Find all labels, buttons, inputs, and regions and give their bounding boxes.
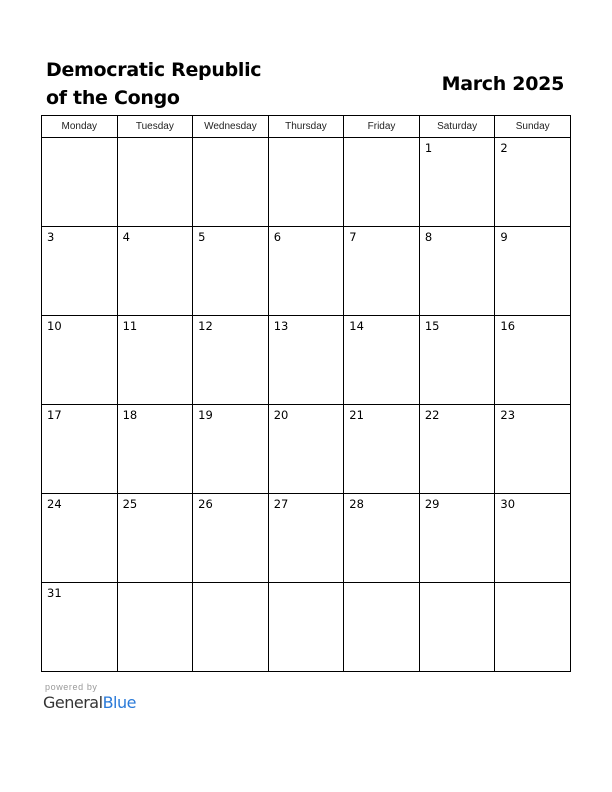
day-cell [117,405,193,494]
day-cell [344,405,420,494]
day-number: 10 [47,319,62,333]
day-cell [193,138,269,227]
weekday-wednesday: Wednesday [193,116,269,138]
day-number: 29 [424,497,440,511]
day-number: 25 [122,497,138,511]
day-number: 12 [198,319,213,333]
day-number [269,583,344,586]
day-cell [42,583,118,672]
brand-name-part-2: Blue [102,693,136,712]
day-cell [42,227,118,316]
day-number [344,583,419,586]
day-cell [193,494,269,583]
weekday-friday: Friday [344,116,420,138]
day-number: 22 [424,408,440,422]
day-cell [117,138,193,227]
day-cell [193,583,269,672]
day-cell [495,494,571,583]
day-number: 5 [198,230,206,244]
day-cell [42,405,118,494]
day-cell [193,405,269,494]
week-row-5 [42,494,571,583]
day-number: 7 [349,230,357,244]
country-title-line-1: Democratic Republic [46,59,262,81]
week-row-2 [42,227,571,316]
day-number: 27 [273,497,289,511]
day-cell [495,227,571,316]
day-number: 28 [349,497,364,511]
day-cell [42,494,118,583]
day-cell [42,316,118,405]
day-number: 4 [122,230,130,244]
country-title [46,56,306,112]
day-number: 15 [424,319,440,333]
weekday-thursday: Thursday [268,116,344,138]
day-cell [268,494,344,583]
footer-branding [43,682,136,712]
day-cell [268,583,344,672]
day-cell [117,583,193,672]
day-number: 20 [273,408,289,422]
day-cell [419,494,495,583]
day-cell [419,316,495,405]
week-row-3 [42,316,571,405]
day-cell [495,583,571,672]
calendar-grid [41,115,571,672]
day-cell [419,583,495,672]
day-cell [117,227,193,316]
day-number [193,583,268,586]
weekday-saturday: Saturday [419,116,495,138]
day-number: 2 [500,141,508,155]
day-number [118,583,193,586]
day-number: 3 [47,230,55,244]
day-cell [117,494,193,583]
day-number: 14 [349,319,364,333]
day-cell [344,316,420,405]
day-number: 24 [47,497,62,511]
powered-by-text: powered by [45,682,98,692]
weekday-header-row [42,116,571,138]
day-number: 26 [198,497,213,511]
weekday-sunday: Sunday [495,116,571,138]
day-number: 17 [47,408,62,422]
day-cell [344,227,420,316]
weekday-tuesday: Tuesday [117,116,193,138]
day-cell [344,583,420,672]
day-cell [193,227,269,316]
day-number: 13 [273,319,289,333]
week-row-1 [42,138,571,227]
day-number: 18 [122,408,138,422]
day-cell [495,138,571,227]
day-cell [419,138,495,227]
day-number: 23 [500,408,516,422]
day-number [193,138,268,141]
day-number: 21 [349,408,364,422]
day-cell [268,405,344,494]
day-cell [193,316,269,405]
day-number: 30 [500,497,516,511]
country-title-line-2: of the Congo [46,87,180,109]
day-cell [268,316,344,405]
day-cell [495,316,571,405]
day-cell [344,138,420,227]
day-cell [268,227,344,316]
day-number: 1 [424,141,433,155]
day-number: 8 [424,230,433,244]
day-number [42,138,117,141]
day-cell [117,316,193,405]
week-row-6 [42,583,571,672]
day-number: 9 [500,230,508,244]
day-number [344,138,419,141]
day-cell [495,405,571,494]
day-number [269,138,344,141]
day-cell [268,138,344,227]
day-number [420,583,495,586]
day-number: 19 [198,408,213,422]
day-number [495,583,570,586]
weekday-monday: Monday [42,116,118,138]
day-cell [344,494,420,583]
week-row-4 [42,405,571,494]
day-number: 16 [500,319,516,333]
month-year-title: March 2025 [441,73,564,95]
generalblue-logo[interactable] [43,693,136,712]
brand-name-part-1: General [43,693,103,712]
day-number: 6 [273,230,282,244]
day-cell [42,138,118,227]
day-number [118,138,193,141]
day-cell [419,227,495,316]
day-cell [419,405,495,494]
day-number: 31 [47,586,62,600]
day-number: 11 [122,319,138,333]
